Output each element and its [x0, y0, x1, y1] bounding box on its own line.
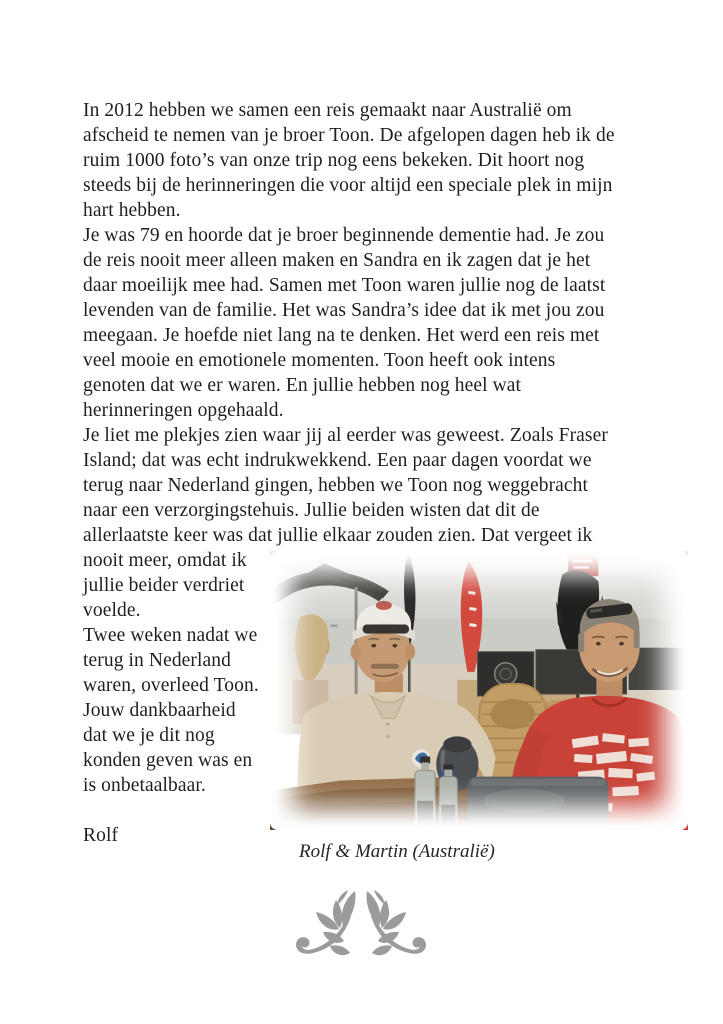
- serving-tray: [467, 777, 608, 830]
- text-line: voelde.: [83, 600, 141, 621]
- text-line: meegaan. Je hoefde niet lang na te denken. Het werd een reis met: [83, 325, 600, 346]
- text-line: Je liet me plekjes zien waar jij al eerder was geweest. Zoals Fraser: [83, 425, 608, 446]
- photo-illustration: [270, 551, 688, 830]
- text-line: Je was 79 en hoorde dat je broer beginnende dementie had. Je zou: [83, 225, 605, 246]
- text-line: waren, overleed Toon.: [83, 675, 259, 696]
- text-line: herinneringen opgehaald.: [83, 400, 284, 421]
- text-line: nooit meer, omdat ik: [83, 550, 247, 571]
- text-line: Twee weken nadat we: [83, 625, 258, 646]
- text-line: levenden van de familie. Het was Sandra’s idee dat ik met jou zou: [83, 300, 605, 321]
- text-line: hart hebben.: [83, 200, 181, 221]
- text-line: de reis nooit meer alleen maken en Sandra en ik zagen dat je het: [83, 250, 591, 271]
- text-line: terug naar Nederland gingen, hebben we Toon nog weggebracht: [83, 475, 589, 496]
- fleuron-right: [367, 890, 426, 955]
- fleuron-left: [296, 890, 355, 955]
- text-line: konden geven was en: [83, 750, 253, 771]
- text-line: naar een verzorgingstehuis. Jullie beiden wisten dat dit de: [83, 500, 540, 521]
- text-line: genoten dat we er waren. En jullie hebben nog heel wat: [83, 375, 522, 396]
- text-line: steeds bij de herinneringen die voor altijd een speciale plek in mijn: [83, 175, 613, 196]
- text-line: veel mooie en emotionele momenten. Toon heeft ook intens: [83, 350, 556, 371]
- text-line: daar moeilijk mee had. Samen met Toon waren jullie nog de laatst: [83, 275, 606, 296]
- signature: Rolf: [83, 825, 119, 846]
- text-line: afscheid te nemen van je broer Toon. De afgelopen dagen heb ik de: [83, 125, 615, 146]
- text-line: ruim 1000 foto’s van onze trip nog eens bekeken. Dit hoort nog: [83, 150, 585, 171]
- text-line: allerlaatste keer was dat jullie elkaar zouden zien. Dat vergeet ik: [83, 525, 593, 546]
- text-line: Island; dat was echt indrukwekkend. Een paar dagen voordat we: [83, 450, 592, 471]
- fleuron-ornament-icon: [292, 890, 430, 968]
- text-line: jullie beider verdriet: [83, 575, 245, 596]
- text-line: terug in Nederland: [83, 650, 231, 671]
- photo-caption: Rolf & Martin (Australië): [299, 841, 495, 862]
- text-line: Jouw dankbaarheid: [83, 700, 236, 721]
- text-line: is onbetaalbaar.: [83, 775, 206, 796]
- photo-rolf-martin: [270, 551, 688, 830]
- text-line: In 2012 hebben we samen een reis gemaakt naar Australië om: [83, 100, 572, 121]
- text-line: dat we je dit nog: [83, 725, 215, 746]
